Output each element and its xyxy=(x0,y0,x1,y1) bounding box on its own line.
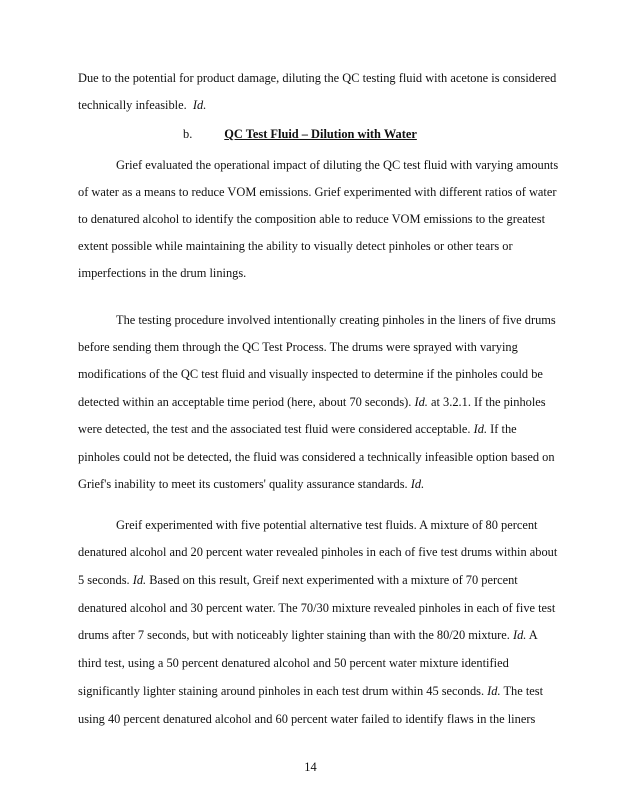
para1-line-3: to denatured alcohol to identify the composition able to reduce VOM emissions to the greatest xyxy=(78,212,546,226)
para2-line-5: were detected, the test and the associated test fluid were considered acceptable. Id. If the xyxy=(78,422,517,436)
para1-line-5: imperfections in the drum linings. xyxy=(78,266,247,280)
para3-citation-3: Id. xyxy=(487,684,501,698)
para1-line-2: of water as a means to reduce VOM emissions. Grief experimented with different ratios of water xyxy=(78,185,557,199)
para3-line-3: 5 seconds. Id. Based on this result, Greif next experimented with a mixture of 70 percent xyxy=(78,573,518,587)
intro-line-1: Due to the potential for product damage, diluting the QC testing fluid with acetone is considered xyxy=(78,71,557,85)
para2-citation-3: Id. xyxy=(410,477,425,491)
para3-line-6: third test, using a 50 percent denatured alcohol and 50 percent water mixture identified xyxy=(78,656,509,670)
para1-line-4: extent possible while maintaining the ability to visually detect pinholes or other tears or xyxy=(78,239,513,253)
para3-line-7: significantly lighter staining around pinholes in each test drum within 45 seconds. Id. The test xyxy=(78,684,544,698)
para2-line-2: before sending them through the QC Test Process. The drums were sprayed with varying xyxy=(78,340,518,354)
para3-line-1: Greif experimented with five potential alternative test fluids. A mixture of 80 percent xyxy=(116,518,538,532)
intro-text: technically infeasible. xyxy=(78,98,187,112)
para2-citation-1: Id. xyxy=(414,395,428,409)
para3-line-4: denatured alcohol and 30 percent water. The 70/30 mixture revealed pinholes in each of five test xyxy=(78,601,556,615)
para3-line-5: drums after 7 seconds, but with noticeably lighter staining than with the 80/20 mixture. Id. A xyxy=(78,628,538,642)
intro-citation: Id. xyxy=(192,98,207,112)
page-number: 14 xyxy=(304,760,317,774)
para2-line-7: Grief's inability to meet its customers' quality assurance standards. Id. xyxy=(78,477,425,491)
section-title: QC Test Fluid – Dilution with Water xyxy=(224,127,417,141)
para2-citation-2: Id. xyxy=(473,422,488,436)
para2-line-3: modifications of the QC test fluid and visually inspected to determine if the pinholes could be xyxy=(78,367,543,381)
section-number: b. xyxy=(183,127,193,141)
para2-line-6: pinholes could not be detected, the fluid was considered a technically infeasible option based on xyxy=(78,450,555,464)
para3-line-8: using 40 percent denatured alcohol and 60 percent water failed to identify flaws in the liners xyxy=(78,712,536,726)
section-heading xyxy=(183,126,417,142)
para1-line-1: Grief evaluated the operational impact of diluting the QC test fluid with varying amounts xyxy=(116,158,559,172)
para2-line-4: detected within an acceptable time period (here, about 70 seconds). Id. at 3.2.1. If the pinholes xyxy=(78,395,546,409)
para2-line-1: The testing procedure involved intentionally creating pinholes in the liners of five drums xyxy=(116,313,556,327)
para3-citation-1: Id. xyxy=(132,573,147,587)
para3-line-2: denatured alcohol and 20 percent water revealed pinholes in each of five test drums within about xyxy=(78,545,558,559)
para3-citation-2: Id. xyxy=(512,628,527,642)
intro-line-2 xyxy=(78,97,206,113)
